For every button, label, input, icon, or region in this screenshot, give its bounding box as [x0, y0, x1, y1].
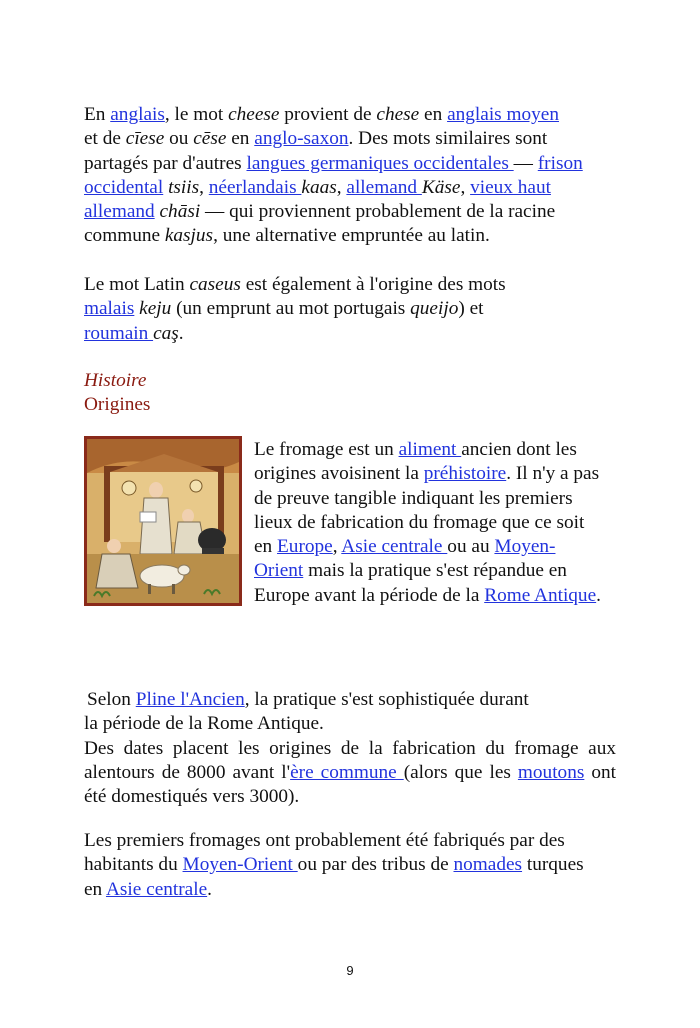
- text: et de: [84, 128, 126, 150]
- link-neerlandais[interactable]: néerlandais: [208, 176, 302, 198]
- link-pline-ancien[interactable]: Pline l'Ancien: [135, 689, 245, 710]
- text: , une alternative empruntée au latin.: [213, 225, 490, 247]
- link-europe[interactable]: Europe: [277, 536, 333, 558]
- text: ) et: [458, 298, 484, 320]
- text: .: [596, 584, 601, 606]
- text: ,: [460, 176, 471, 198]
- text: —: [513, 152, 538, 174]
- link-roumain[interactable]: roumain: [84, 322, 154, 344]
- page-number: 9: [346, 963, 354, 978]
- text: provient de: [279, 104, 377, 125]
- link-moyen-orient[interactable]: Moyen-Orient: [254, 536, 556, 582]
- link-moutons[interactable]: moutons: [517, 761, 585, 783]
- term: cheese: [228, 104, 280, 125]
- link-asie-centrale-2[interactable]: Asie centrale: [105, 878, 208, 900]
- text: En: [84, 104, 111, 125]
- text: , le mot: [164, 104, 229, 125]
- text: turques en: [84, 854, 584, 900]
- text: la période de la Rome Antique.: [84, 713, 324, 735]
- text: ou: [164, 128, 194, 150]
- text: . Des mots similaires sont partagés par d'autres: [84, 128, 548, 174]
- text: est également à l'origine des mots: [240, 274, 506, 295]
- link-anglais-moyen[interactable]: anglais moyen: [447, 104, 559, 125]
- text: , la pratique s'est sophistiquée durant: [244, 689, 529, 710]
- text: (alors que les: [403, 761, 518, 783]
- link-langues-germaniques[interactable]: langues germaniques occidentales: [246, 152, 514, 174]
- text: .: [178, 322, 184, 344]
- text: ou par des tribus de: [297, 854, 454, 876]
- term: chese: [376, 104, 420, 125]
- paragraph-pline: [84, 688, 616, 809]
- text: ancien dont les origines avoisinent la: [254, 439, 577, 485]
- term: Käse: [421, 176, 461, 198]
- link-asie-centrale[interactable]: Asie centrale: [341, 536, 448, 558]
- text: ont été domestiqués vers 3000).: [84, 761, 616, 808]
- paragraph-etymology-latin: [84, 273, 614, 346]
- link-nomades[interactable]: nomades: [453, 854, 523, 876]
- link-rome-antique[interactable]: Rome Antique: [484, 584, 597, 606]
- heading-histoire: Histoire: [84, 370, 147, 391]
- paragraph-first-cheeses: [84, 829, 604, 902]
- text: ou au: [447, 536, 495, 558]
- link-anglo-saxon[interactable]: anglo-saxon: [254, 128, 349, 150]
- text: ,: [199, 176, 209, 198]
- text: mais la pratique s'est répandue en Europe avant la période de la: [254, 560, 567, 606]
- text: en: [226, 128, 255, 150]
- term: caş: [153, 322, 179, 344]
- link-malais[interactable]: malais: [84, 298, 135, 320]
- text: . Il n'y a pas de preuve tangible indiquant les premiers lieux de fabrication du fromage que ce soit en: [254, 463, 600, 558]
- link-aliment[interactable]: aliment: [398, 439, 462, 460]
- text: — qui proviennent probablement de la racine commune: [84, 201, 556, 247]
- term: kaas: [301, 176, 337, 198]
- link-moyen-orient-2[interactable]: Moyen-Orient: [182, 854, 298, 876]
- text: Selon: [87, 689, 136, 710]
- term: tsiis: [168, 176, 200, 198]
- text: Des dates placent les origines de la fabrication du fromage aux alentours de 8000 avant l': [84, 737, 616, 783]
- term: caseus: [189, 274, 241, 295]
- text: ,: [332, 536, 342, 558]
- text: Les premiers fromages ont probablement été fabriqués par des habitants du: [84, 830, 565, 876]
- link-frison-occidental[interactable]: frison occidental: [84, 152, 583, 198]
- text: Le fromage est un: [254, 439, 399, 460]
- paragraph-etymology-english: [84, 103, 614, 249]
- term: chāsi: [159, 201, 201, 223]
- text: en: [419, 104, 448, 125]
- text: ,: [336, 176, 347, 198]
- term: queijo: [410, 298, 459, 320]
- heading-origines: Origines: [84, 394, 151, 415]
- term: cēse: [193, 128, 227, 150]
- link-prehistoire[interactable]: préhistoire: [423, 463, 507, 485]
- text: (un emprunt au mot portugais: [171, 298, 411, 320]
- paragraph-origins: [254, 438, 604, 608]
- link-anglais[interactable]: anglais: [110, 104, 165, 125]
- link-vieux-haut-allemand[interactable]: vieux haut allemand: [84, 176, 551, 223]
- term: keju: [139, 298, 172, 320]
- text: Le mot Latin: [84, 274, 190, 295]
- link-allemand[interactable]: allemand: [346, 176, 422, 198]
- link-ere-commune[interactable]: ère commune: [290, 761, 404, 783]
- term: cīese: [125, 128, 165, 150]
- medieval-cheesemaking-illustration: [84, 436, 242, 606]
- term: kasjus: [164, 225, 214, 247]
- text: .: [207, 878, 212, 900]
